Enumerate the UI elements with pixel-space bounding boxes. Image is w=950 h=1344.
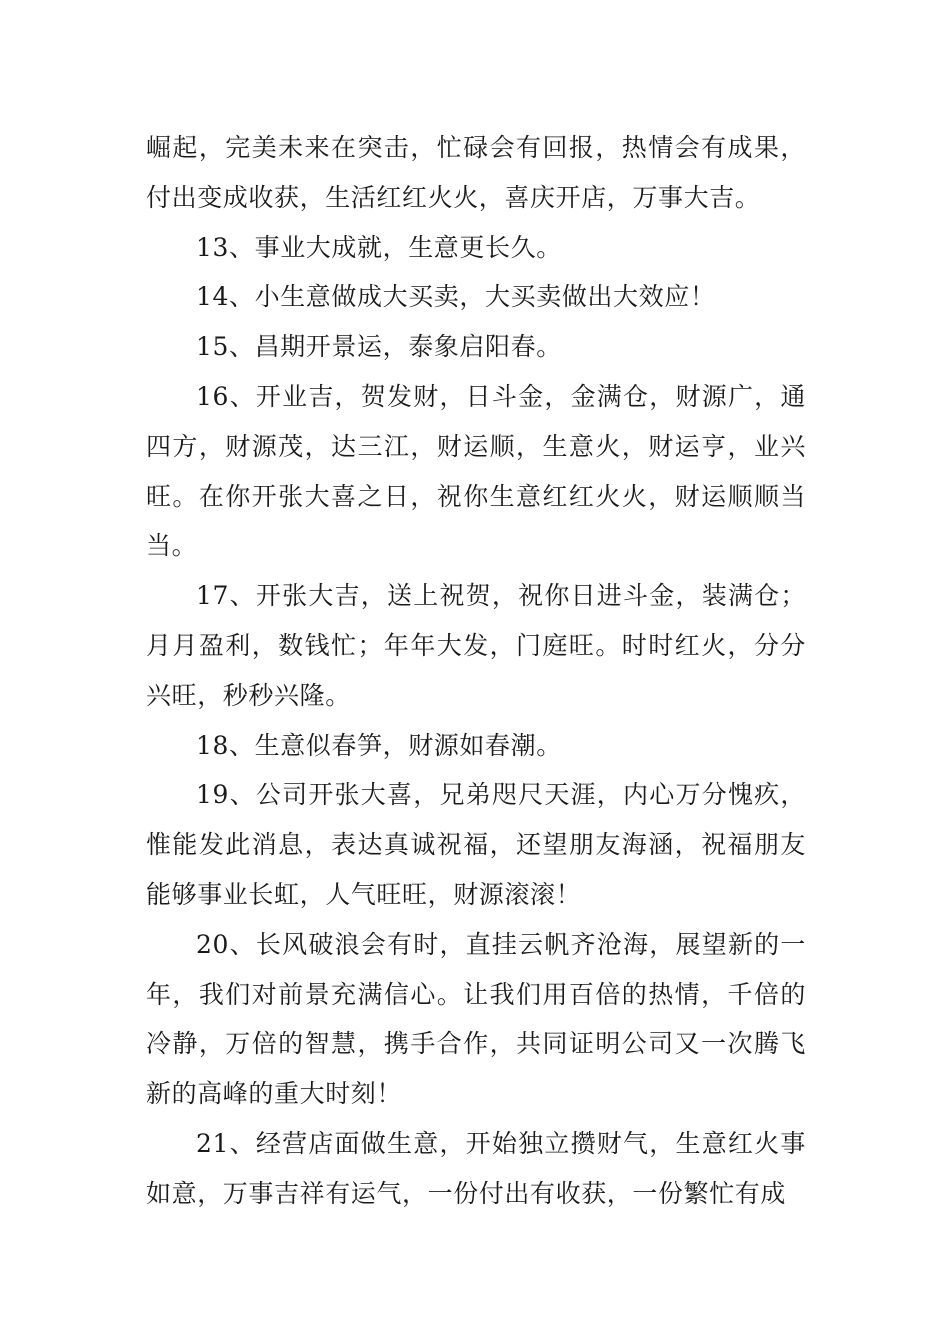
paragraph-20: 20、长风破浪会有时，直挂云帆齐沧海，展望新的一年，我们对前景充满信心。让我们用百倍的热情，千倍的冷静，万倍的智慧，携手合作，共同证明公司又一次腾飞新的高峰的重大时刻！ [146,929,806,1109]
paragraph-21: 21、经营店面做生意，开始独立攒财气，生意红火事如意，万事吉祥有运气，一份付出有收获，一份繁忙有成 [146,1128,806,1208]
paragraph-17: 17、开张大吉，送上祝贺，祝你日进斗金，装满仓；月月盈利，数钱忙；年年大发，门庭旺。时时红火，分分兴旺，秒秒兴隆。 [146,581,806,710]
document-body [146,123,806,1219]
paragraph-13: 13、事业大成就，生意更长久。 [196,232,562,262]
paragraph-18: 18、生意似春笋，财源如春潮。 [196,730,562,760]
paragraph-14: 14、小生意做成大买卖，大买卖做出大效应！ [196,282,716,312]
paragraph-19: 19、公司开张大喜，兄弟咫尺天涯，内心万分愧疚，惟能发此消息，表达真诚祝福，还望朋友海涵，祝福朋友能够事业长虹，人气旺旺，财源滚滚！ [146,780,806,909]
paragraph-16: 16、开业吉，贺发财，日斗金，金满仓，财源广，通四方，财源茂，达三江，财运顺，生意火，财运亨，业兴旺。在你开张大喜之日，祝你生意红红火火，财运顺顺当当。 [146,381,806,561]
paragraph-continuation: 崛起，完美未来在突击，忙碌会有回报，热情会有成果，付出变成收获，生活红红火火，喜庆开店，万事大吉。 [146,133,806,212]
paragraph-15: 15、昌期开景运，泰象启阳春。 [196,332,562,362]
